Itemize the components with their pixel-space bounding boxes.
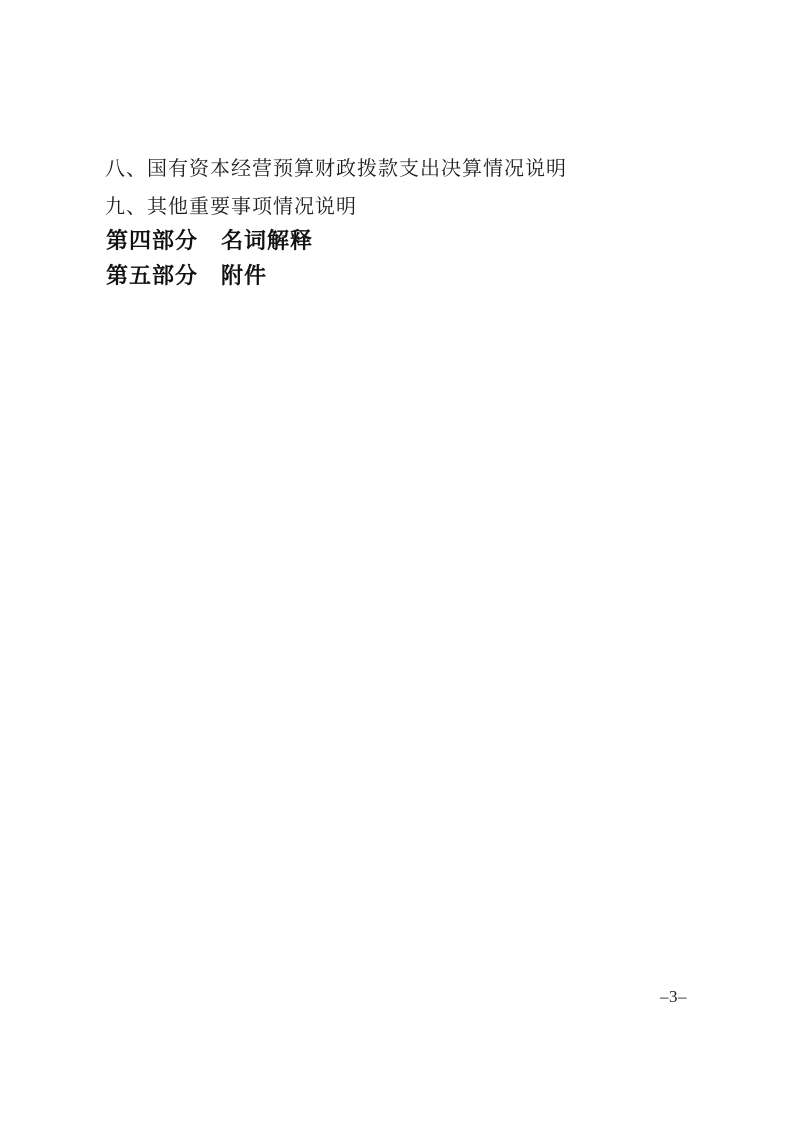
section-heading-part5: 第五部分 附件 [106,263,268,288]
toc-entry-8: 八、国有资本经营预算财政拨款支出决算情况说明 [105,158,567,180]
page-number: –3– [660,987,687,1006]
section-heading-part4: 第四部分 名词解释 [106,228,314,253]
toc-entry-9: 九、其他重要事项情况说明 [105,196,357,218]
